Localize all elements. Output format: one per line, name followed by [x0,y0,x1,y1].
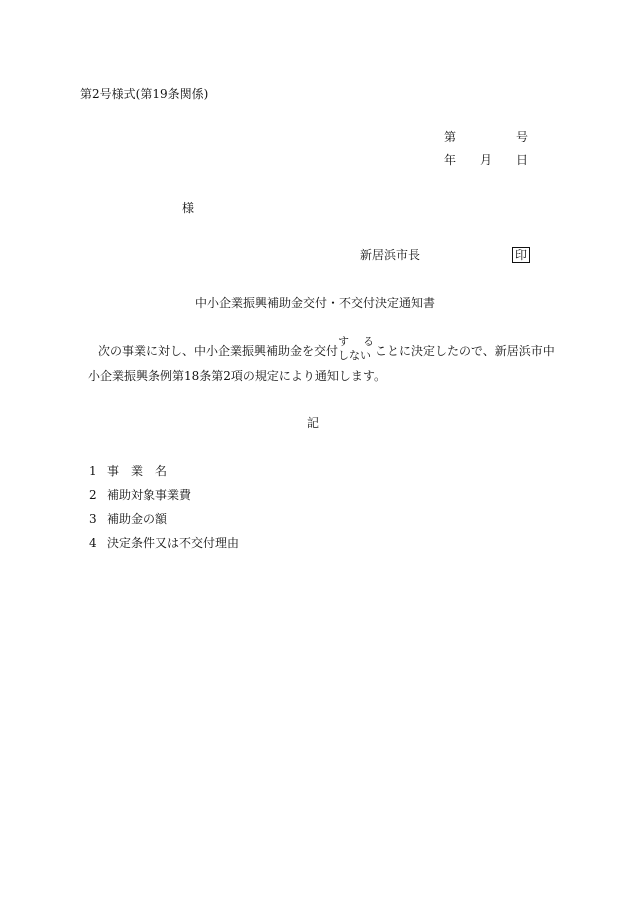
number-prefix: 第 [444,130,457,144]
list-item [89,513,167,525]
body-line1-after: ことに決定したので、新居浜市中 [375,344,555,358]
date-day: 日 [516,153,529,167]
item-number: 3 [89,512,97,526]
document-title: 中小企業振興補助金交付・不交付決定通知書 [195,296,436,310]
body-line2: 小企業振興条例第18条第2項の規定により通知します。 [88,369,386,383]
choice-shinai: しない [338,349,371,362]
ki-heading: 記 [307,416,320,430]
item-number: 4 [89,536,97,550]
seal-text: 印 [512,247,530,263]
date-month: 月 [480,153,493,167]
item-label: 補助対象事業費 [107,488,192,502]
list-item [89,489,191,501]
item-label: 補助金の額 [107,512,168,526]
form-label: 第2号様式(第19条関係) [80,87,209,101]
item-label: 決定条件又は不交付理由 [107,536,240,550]
sender-title: 新居浜市長 [360,248,421,262]
item-number: 1 [89,464,97,478]
list-item [89,537,239,549]
body-line1-before: 次の事業に対し、中小企業振興補助金を交付 [98,344,339,358]
seal-mark [512,247,530,263]
item-number: 2 [89,488,97,502]
item-label: 事 業 名 [107,464,168,478]
addressee-suffix: 様 [182,201,195,215]
date-year: 年 [444,153,457,167]
choice-suru-su: す [338,335,349,348]
list-item [89,465,167,477]
choice-suru-ru: る [363,335,374,348]
number-suffix: 号 [516,130,529,144]
